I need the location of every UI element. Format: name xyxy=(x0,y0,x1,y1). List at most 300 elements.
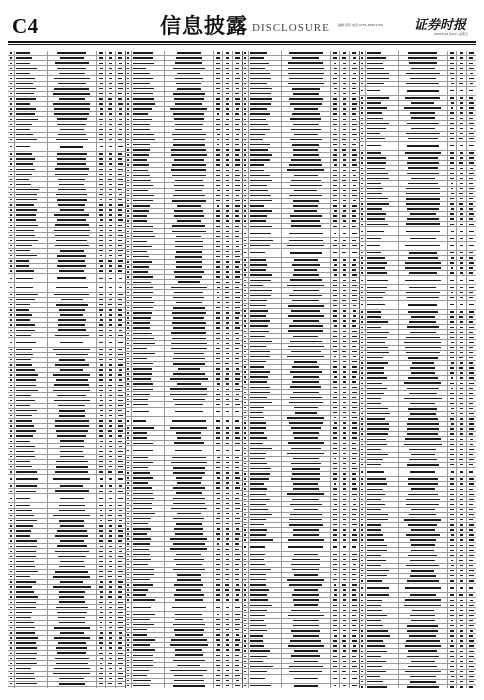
greeked-text xyxy=(216,523,219,524)
table-cell xyxy=(125,158,132,162)
greeked-text xyxy=(250,300,267,301)
table-cell xyxy=(106,590,115,594)
greeked-text xyxy=(109,219,112,220)
greeked-text xyxy=(10,163,12,164)
table-cell xyxy=(106,494,115,502)
greeked-text xyxy=(216,599,219,600)
table-cell xyxy=(233,296,242,300)
greeked-text xyxy=(216,236,220,237)
greeked-text xyxy=(244,274,246,275)
greeked-text xyxy=(99,673,102,674)
table-cell xyxy=(125,214,132,218)
greeked-text xyxy=(127,322,128,323)
table-cell xyxy=(97,61,106,65)
greeked-text xyxy=(334,88,337,89)
table-cell xyxy=(242,603,249,607)
greeked-text xyxy=(175,129,202,131)
greeked-text xyxy=(333,259,337,260)
greeked-text xyxy=(250,376,268,377)
table-cell xyxy=(106,188,115,192)
table-cell xyxy=(165,311,214,315)
table-cell xyxy=(249,355,282,359)
table-row xyxy=(8,274,125,283)
table-cell xyxy=(106,610,115,614)
greeked-text xyxy=(226,180,229,181)
table-cell xyxy=(350,143,359,147)
greeked-text xyxy=(16,342,36,343)
table-cell xyxy=(350,497,359,501)
table-cell xyxy=(116,162,125,166)
greeked-text xyxy=(10,369,11,370)
table-cell xyxy=(249,244,282,248)
table-cell xyxy=(282,304,331,308)
table-cell xyxy=(214,92,223,96)
table-cell xyxy=(8,228,15,232)
table-cell xyxy=(132,127,165,131)
greeked-text xyxy=(352,509,357,510)
table-cell xyxy=(15,656,48,660)
table-cell xyxy=(214,352,223,356)
greeked-text xyxy=(216,634,220,635)
greeked-text xyxy=(109,673,112,674)
table-cell xyxy=(282,593,331,597)
table-cell xyxy=(48,177,97,181)
table-cell xyxy=(125,663,132,667)
table-cell xyxy=(132,173,165,177)
table-cell xyxy=(8,127,15,131)
greeked-text xyxy=(109,174,112,175)
greeked-text xyxy=(118,204,123,205)
greeked-text xyxy=(100,230,103,231)
greeked-text xyxy=(173,498,205,500)
greeked-text xyxy=(133,584,153,585)
table-cell xyxy=(223,92,232,96)
greeked-text xyxy=(109,535,113,536)
table-cell xyxy=(125,431,132,435)
table-cell xyxy=(116,122,125,126)
table-cell xyxy=(165,102,214,106)
table-cell xyxy=(165,557,214,561)
greeked-text xyxy=(244,504,245,505)
table-cell xyxy=(97,182,106,186)
table-cell xyxy=(331,249,340,257)
table-cell xyxy=(97,600,106,604)
table-cell xyxy=(340,209,349,213)
table-cell xyxy=(125,357,132,361)
greeked-text xyxy=(16,179,30,180)
greeked-text xyxy=(226,358,228,359)
table-cell xyxy=(331,375,340,379)
table-cell xyxy=(15,585,48,589)
table-cell xyxy=(242,411,249,415)
table-cell xyxy=(8,444,15,448)
greeked-text xyxy=(127,287,128,288)
table-cell xyxy=(132,628,165,632)
greeked-text xyxy=(244,427,246,428)
table-cell xyxy=(249,133,282,137)
table-cell xyxy=(331,533,340,537)
greeked-text xyxy=(16,194,38,195)
table-cell xyxy=(106,198,115,202)
table-cell xyxy=(242,229,249,237)
table-cell xyxy=(233,486,242,490)
table-cell xyxy=(331,557,340,561)
table-cell xyxy=(165,357,214,361)
greeked-text xyxy=(353,73,356,74)
table-cell xyxy=(350,304,359,308)
greeked-text xyxy=(109,78,112,79)
greeked-text xyxy=(290,386,321,388)
table-cell xyxy=(106,565,115,569)
greeked-text xyxy=(244,341,246,342)
greeked-text xyxy=(16,139,38,140)
greeked-text xyxy=(118,441,122,442)
greeked-text xyxy=(343,594,347,595)
table-cell xyxy=(8,87,15,91)
table-cell xyxy=(223,506,232,510)
greeked-text xyxy=(59,678,84,680)
table-cell xyxy=(340,513,349,517)
table-cell xyxy=(249,578,282,582)
greeked-text xyxy=(16,617,31,618)
greeked-text xyxy=(244,443,246,444)
table-cell xyxy=(242,406,249,410)
greeked-text xyxy=(16,146,30,147)
greeked-text xyxy=(108,260,112,261)
table-cell xyxy=(242,143,249,147)
table-cell xyxy=(249,395,282,399)
greeked-text xyxy=(250,341,273,342)
greeked-text xyxy=(54,108,89,110)
greeked-text xyxy=(244,559,246,560)
table-cell xyxy=(350,273,359,277)
table-cell xyxy=(223,189,232,193)
greeked-text xyxy=(100,364,103,365)
table-cell xyxy=(116,228,125,232)
greeked-text xyxy=(250,356,270,357)
greeked-text xyxy=(109,466,113,467)
greeked-text xyxy=(99,158,103,159)
greeked-text xyxy=(334,73,337,74)
greeked-text xyxy=(352,584,357,585)
table-cell xyxy=(242,183,249,187)
table-cell xyxy=(125,446,132,454)
greeked-text xyxy=(175,62,202,64)
table-cell xyxy=(214,456,223,460)
table-cell xyxy=(106,524,115,528)
greeked-text xyxy=(250,514,272,515)
greeked-text xyxy=(226,644,229,645)
greeked-text xyxy=(100,219,103,220)
greeked-text xyxy=(244,269,245,270)
table-cell xyxy=(106,631,115,635)
greeked-text xyxy=(235,261,240,262)
greeked-text xyxy=(109,309,112,310)
table-cell xyxy=(15,398,48,402)
table-cell xyxy=(106,424,115,428)
greeked-text xyxy=(343,473,346,474)
table-cell xyxy=(249,97,282,101)
greeked-text xyxy=(235,98,240,99)
table-cell xyxy=(15,388,48,392)
table-cell xyxy=(48,460,97,464)
table-cell xyxy=(132,97,165,101)
greeked-text xyxy=(333,397,337,398)
greeked-text xyxy=(226,108,229,109)
greeked-text xyxy=(244,119,245,120)
greeked-text xyxy=(133,589,148,590)
table-cell xyxy=(15,218,48,222)
greeked-text xyxy=(343,448,346,449)
table-cell xyxy=(97,439,106,443)
table-cell xyxy=(282,446,331,450)
greeked-text xyxy=(175,649,202,651)
greeked-text xyxy=(173,139,206,141)
table-column-2 xyxy=(125,51,243,688)
greeked-text xyxy=(244,170,246,171)
table-cell xyxy=(165,163,214,167)
table-cell xyxy=(106,489,115,493)
greeked-text xyxy=(127,543,129,544)
table-cell xyxy=(48,590,97,594)
table-cell xyxy=(331,288,340,292)
table-cell xyxy=(132,87,165,91)
table-cell xyxy=(165,562,214,566)
table-cell xyxy=(340,543,349,551)
table-cell xyxy=(106,682,115,686)
table-cell xyxy=(340,568,349,572)
greeked-text xyxy=(236,594,239,595)
table-cell xyxy=(132,633,165,637)
table-cell xyxy=(242,278,249,282)
table-cell xyxy=(132,456,165,460)
table-cell xyxy=(106,254,115,258)
greeked-text xyxy=(118,425,123,426)
table-cell xyxy=(48,112,97,116)
greeked-text xyxy=(235,220,240,221)
greeked-text xyxy=(100,400,103,401)
greeked-text xyxy=(172,420,205,422)
greeked-text xyxy=(118,451,123,452)
greeked-text xyxy=(99,73,102,74)
table-cell xyxy=(165,71,214,75)
greeked-text xyxy=(225,292,229,293)
table-cell xyxy=(15,182,48,186)
greeked-text xyxy=(343,195,346,196)
table-cell xyxy=(233,537,242,541)
table-cell xyxy=(125,321,132,325)
greeked-text xyxy=(333,529,336,530)
table-cell xyxy=(97,534,106,538)
table-cell xyxy=(242,446,249,450)
table-cell xyxy=(233,102,242,106)
greeked-text xyxy=(53,586,91,588)
table-cell xyxy=(331,304,340,308)
table-cell xyxy=(282,426,331,430)
table-cell xyxy=(214,512,223,516)
table-cell xyxy=(282,244,331,248)
greeked-text xyxy=(16,299,35,300)
table-cell xyxy=(165,331,214,335)
table-cell xyxy=(132,346,165,350)
greeked-text xyxy=(342,149,346,150)
table-cell xyxy=(165,316,214,320)
table-cell xyxy=(350,288,359,292)
table-cell xyxy=(223,270,232,274)
table-cell xyxy=(340,339,349,343)
greeked-text xyxy=(16,612,33,613)
table-cell xyxy=(350,194,359,198)
table-cell xyxy=(282,183,331,187)
table-cell xyxy=(223,76,232,80)
greeked-text xyxy=(118,471,123,472)
greeked-text xyxy=(226,579,229,580)
table-cell xyxy=(48,87,97,91)
greeked-text xyxy=(118,158,122,159)
greeked-text xyxy=(293,529,318,531)
table-cell xyxy=(242,497,249,501)
greeked-text xyxy=(10,374,11,375)
table-cell xyxy=(242,204,249,208)
greeked-text xyxy=(343,376,346,377)
table-cell xyxy=(214,331,223,335)
table-cell xyxy=(233,593,242,597)
greeked-text xyxy=(118,612,123,613)
table-cell xyxy=(106,92,115,96)
greeked-text xyxy=(352,376,356,377)
greeked-text xyxy=(99,425,103,426)
table-row xyxy=(8,283,125,292)
table-cell xyxy=(233,372,242,376)
table-cell xyxy=(116,107,125,111)
greeked-text xyxy=(226,518,230,519)
greeked-text xyxy=(353,63,357,64)
greeked-text xyxy=(289,195,322,197)
table-cell xyxy=(97,249,106,253)
table-cell xyxy=(233,234,242,238)
greeked-text xyxy=(16,287,33,288)
table-cell xyxy=(15,328,48,332)
table-cell xyxy=(8,233,15,237)
greeked-text xyxy=(133,685,151,686)
table-cell xyxy=(48,455,97,459)
table-cell xyxy=(48,398,97,402)
table-cell xyxy=(214,362,223,366)
table-cell xyxy=(350,268,359,272)
table-cell xyxy=(15,672,48,676)
table-cell xyxy=(350,436,359,440)
greeked-text xyxy=(244,594,246,595)
greeked-text xyxy=(216,399,220,400)
table-cell xyxy=(106,626,115,630)
greeked-text xyxy=(108,540,112,541)
table-cell xyxy=(242,538,249,542)
greeked-text xyxy=(174,271,205,273)
table-cell xyxy=(165,194,214,198)
greeked-text xyxy=(16,591,34,592)
greeked-text xyxy=(109,158,112,159)
table-cell xyxy=(116,605,125,609)
greeked-text xyxy=(109,240,112,241)
table-cell xyxy=(242,304,249,308)
greeked-text xyxy=(10,395,11,396)
table-cell xyxy=(340,562,349,566)
greeked-text xyxy=(99,335,103,336)
greeked-text xyxy=(244,336,246,337)
greeked-text xyxy=(343,534,346,535)
table-cell xyxy=(249,562,282,566)
table-cell xyxy=(340,56,349,60)
greeked-text xyxy=(216,482,219,483)
greeked-text xyxy=(244,240,246,241)
table-cell xyxy=(15,524,48,528)
table-cell xyxy=(214,239,223,243)
table-cell xyxy=(214,158,223,162)
table-cell xyxy=(15,254,48,258)
table-cell xyxy=(282,61,331,65)
table-cell xyxy=(249,593,282,597)
greeked-text xyxy=(216,368,220,369)
greeked-text xyxy=(118,255,122,256)
greeked-text xyxy=(343,346,346,347)
table-cell xyxy=(165,481,214,485)
greeked-text xyxy=(119,637,122,638)
greeked-text xyxy=(133,241,147,242)
table-cell xyxy=(97,475,106,483)
table-cell xyxy=(165,612,214,616)
table-cell xyxy=(116,503,125,507)
greeked-text xyxy=(109,146,112,147)
table-cell xyxy=(116,682,125,686)
greeked-text xyxy=(100,265,103,266)
table-cell xyxy=(340,183,349,187)
greeked-text xyxy=(343,78,347,79)
greeked-text xyxy=(343,524,346,525)
table-cell xyxy=(165,593,214,597)
table-cell xyxy=(106,636,115,640)
table-cell xyxy=(132,466,165,470)
table-cell xyxy=(249,385,282,389)
table-cell xyxy=(116,167,125,171)
greeked-text xyxy=(226,685,229,686)
greeked-text xyxy=(250,264,268,265)
table-cell xyxy=(116,177,125,181)
greeked-text xyxy=(236,634,239,635)
greeked-text xyxy=(343,200,346,201)
table-cell xyxy=(165,382,214,386)
greeked-text xyxy=(59,415,84,417)
greeked-text xyxy=(109,124,112,125)
greeked-text xyxy=(173,472,205,474)
table-cell xyxy=(233,583,242,587)
table-cell xyxy=(125,311,132,315)
greeked-text xyxy=(10,113,12,114)
table-cell xyxy=(132,446,165,454)
greeked-text xyxy=(287,356,324,358)
table-cell xyxy=(282,528,331,532)
greeked-text xyxy=(118,566,122,567)
table-cell xyxy=(15,580,48,584)
table-cell xyxy=(165,674,214,678)
table-cell xyxy=(350,528,359,532)
greeked-text xyxy=(343,381,345,382)
table-cell xyxy=(125,229,132,233)
greeked-text xyxy=(176,564,201,566)
greeked-text xyxy=(216,88,220,89)
greeked-text xyxy=(127,256,129,257)
greeked-text xyxy=(99,129,103,130)
table-cell xyxy=(242,117,249,121)
